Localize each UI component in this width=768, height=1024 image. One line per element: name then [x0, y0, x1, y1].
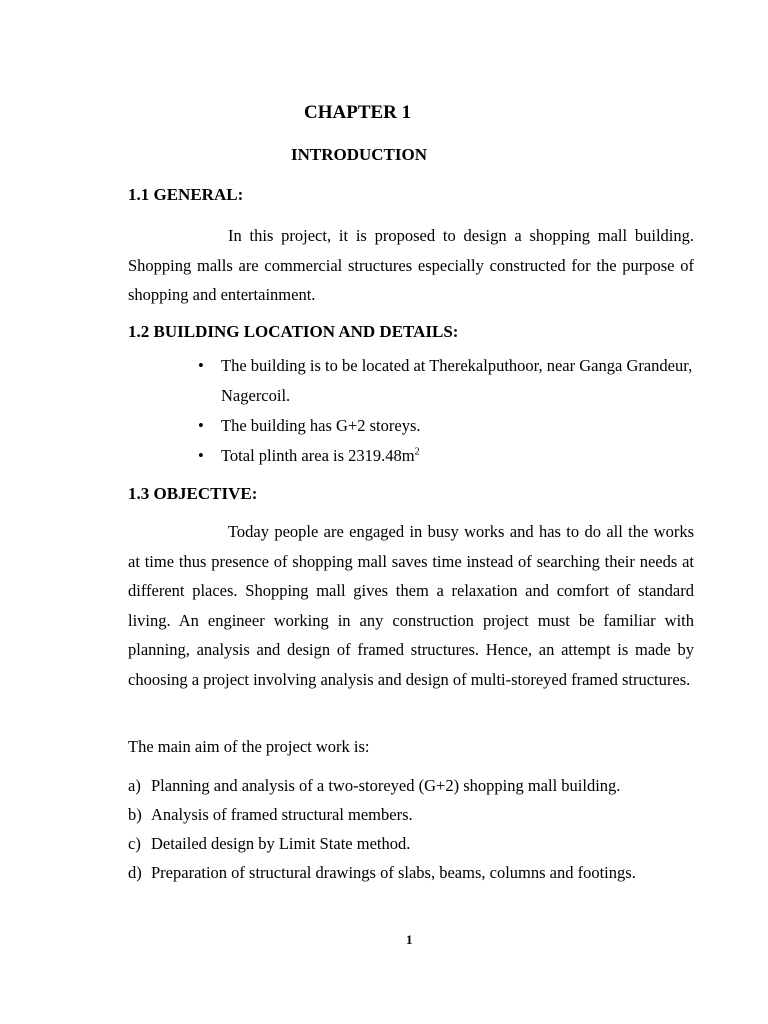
- objective-paragraph: [128, 517, 694, 694]
- item-label: b): [128, 805, 142, 824]
- chapter-title: INTRODUCTION: [291, 145, 428, 164]
- bullet-icon: •: [198, 356, 204, 375]
- general-paragraph: [128, 221, 694, 310]
- bullet-text: The building has G+2 storeys.: [221, 416, 421, 435]
- list-item: [195, 411, 695, 441]
- list-item: [128, 863, 636, 883]
- list-item: [195, 351, 695, 411]
- area-superscript: 2: [414, 446, 420, 458]
- chapter-label: CHAPTER 1: [304, 102, 412, 123]
- location-bullet-list: [195, 351, 695, 471]
- list-item: [128, 805, 413, 825]
- section-heading-objective: 1.3 OBJECTIVE:: [128, 484, 258, 503]
- general-text: In this project, it is proposed to design a shopping mall building. Shopping malls are commercial structures especially constructed for the purpose of shopping and entertainment.: [128, 226, 694, 304]
- page-number: 1: [406, 932, 413, 947]
- bullet-text: The building is to be located at Therekalputhoor, near Ganga Grandeur, Nagercoil.: [221, 356, 693, 405]
- list-item: [128, 834, 410, 854]
- bullet-icon: •: [198, 446, 204, 465]
- bullet-icon: •: [198, 416, 204, 435]
- section-heading-location: 1.2 BUILDING LOCATION AND DETAILS:: [128, 322, 459, 341]
- item-label: d): [128, 863, 142, 882]
- item-text: Analysis of framed structural members.: [151, 805, 413, 824]
- item-text: Planning and analysis of a two-storeyed (G+2) shopping mall building.: [151, 776, 621, 795]
- objective-text: Today people are engaged in busy works and has to do all the works at time thus presence of shopping mall saves time instead of searching their needs at different places. Shopping mall gives them a relaxation and comfort of standard living. An engineer working in any construction project must be familiar with planning, analysis and design of framed structures. Hence, an attempt is made by choosing a project involving analysis and design of multi-storeyed framed structures.: [128, 522, 694, 689]
- list-item: [195, 441, 695, 471]
- aim-intro: The main aim of the project work is:: [128, 737, 370, 756]
- item-label: c): [128, 834, 141, 853]
- item-text: Preparation of structural drawings of slabs, beams, columns and footings.: [151, 863, 636, 882]
- list-item: [128, 776, 620, 796]
- item-label: a): [128, 776, 141, 795]
- bullet-text: Total plinth area is 2319.48m: [221, 446, 415, 465]
- item-text: Detailed design by Limit State method.: [151, 834, 411, 853]
- section-heading-general: 1.1 GENERAL:: [128, 185, 244, 204]
